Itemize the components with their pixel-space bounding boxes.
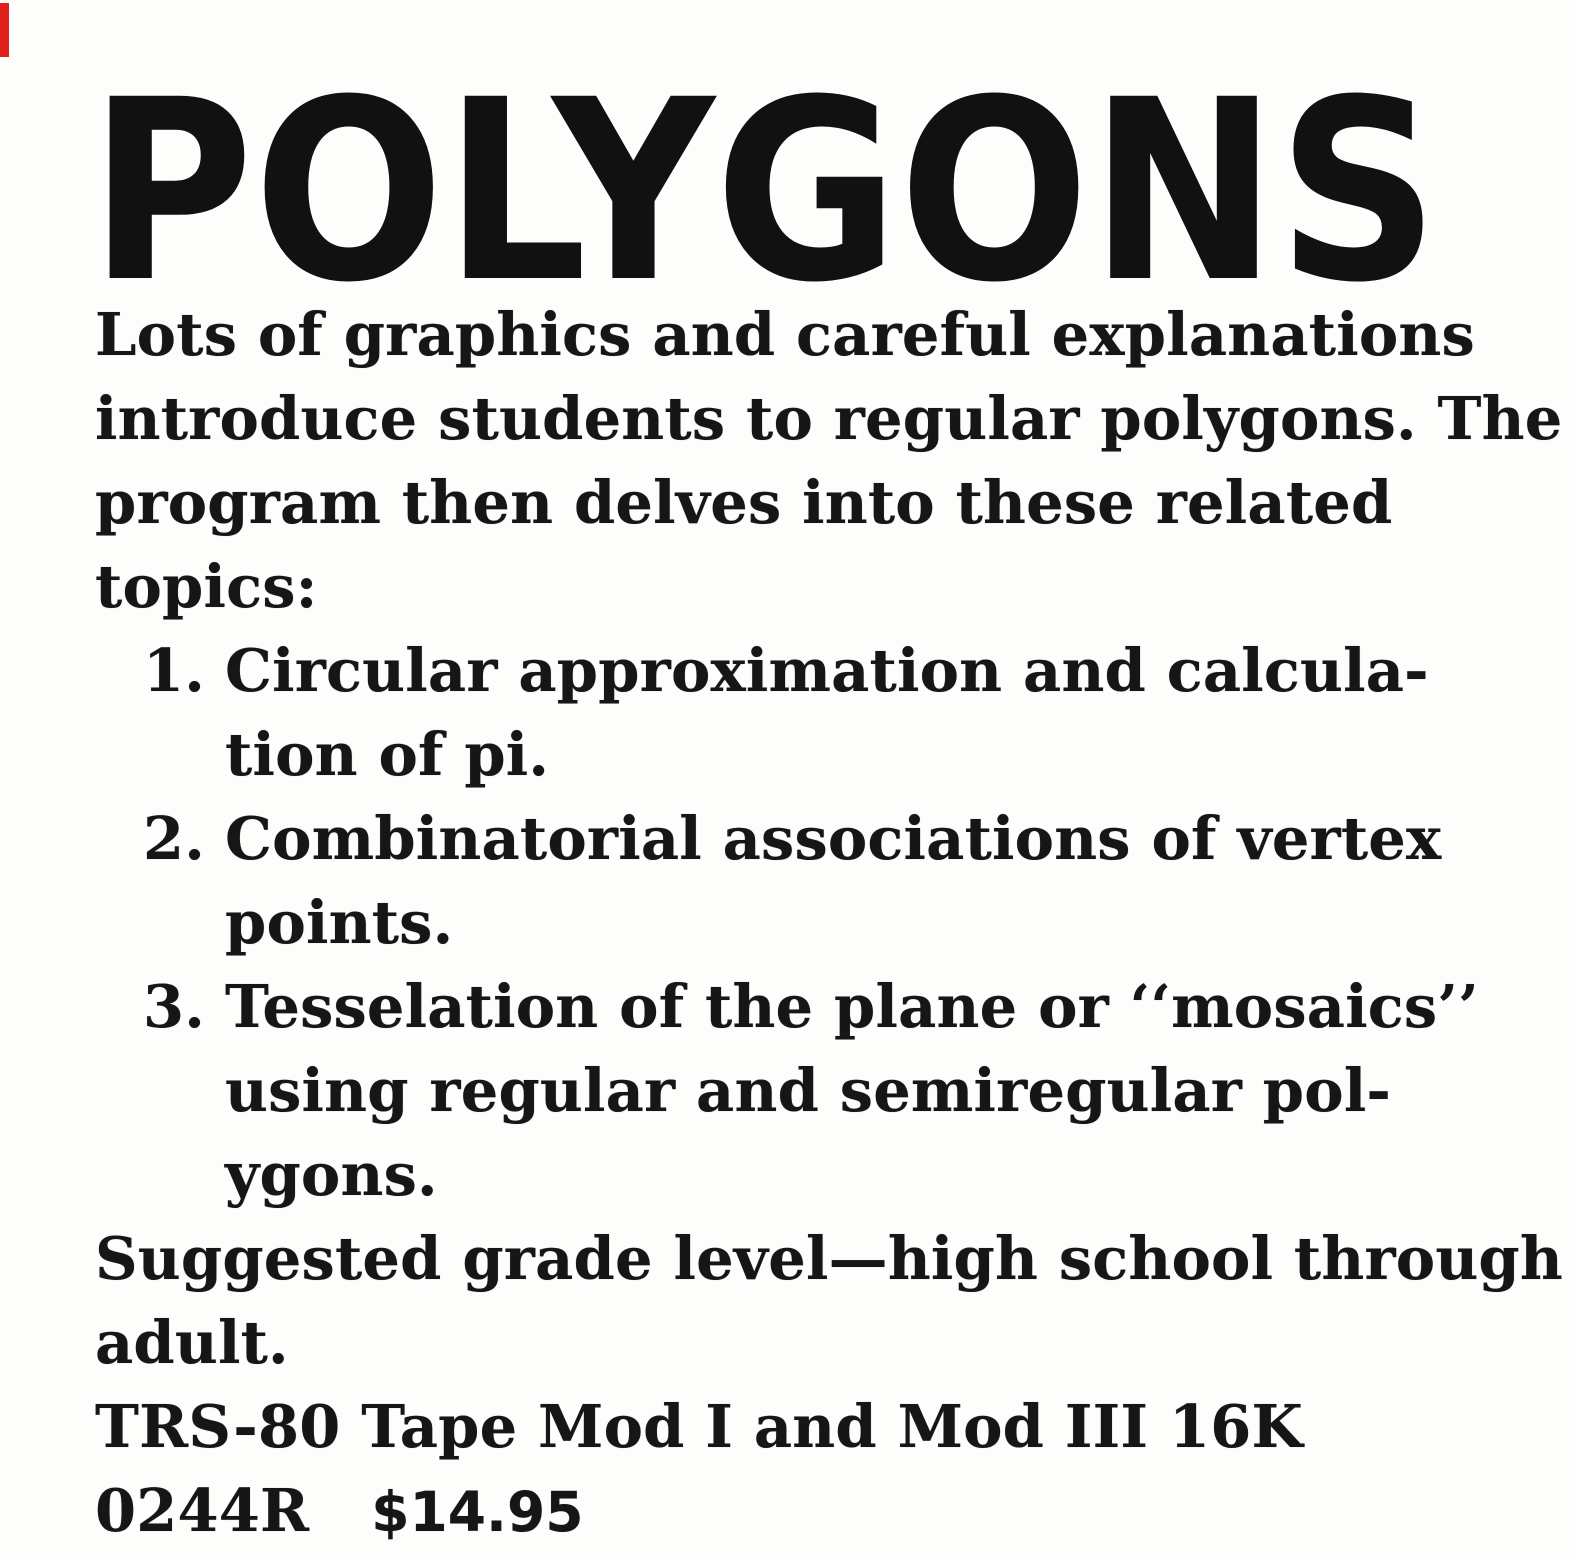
description-line: topics: — [95, 552, 318, 621]
list-item-line: tion of pi. — [225, 720, 550, 789]
list-item-text — [225, 629, 1429, 797]
page-title-text: POLYGONS — [89, 88, 1439, 293]
description-block — [95, 293, 1563, 1554]
catalog-price-line — [95, 1469, 1516, 1554]
page-title — [89, 88, 1441, 293]
list-item-line: Combinatorial associations of vertex — [225, 804, 1442, 873]
list-item — [95, 629, 1516, 797]
list-item-number: 3. — [143, 972, 205, 1041]
list-item-line: using regular and semiregular pol- — [225, 1056, 1392, 1125]
list-item — [95, 797, 1516, 965]
list-item-text — [225, 797, 1441, 965]
scan-artifact-mark — [0, 3, 9, 57]
list-item-number: 1. — [143, 636, 205, 705]
price: $14.95 — [371, 1480, 584, 1544]
list-item-text — [225, 965, 1479, 1217]
list-item-line: points. — [225, 888, 454, 957]
list-item — [95, 965, 1516, 1217]
description-line: Lots of graphics and careful explanations — [95, 300, 1475, 369]
list-item-line: ygons. — [225, 1140, 438, 1209]
catalog-number: 0244R — [95, 1476, 310, 1545]
title-block — [89, 88, 1516, 293]
list-item-line: Circular approximation and calcula- — [225, 636, 1429, 705]
description-line: introduce students to regular polygons. The — [95, 384, 1563, 453]
list-item-number: 2. — [143, 804, 205, 873]
platform-line: TRS-80 Tape Mod I and Mod III 16K — [95, 1392, 1303, 1461]
list-item-line: Tesselation of the plane or ‘‘mosaics’’ — [225, 972, 1479, 1041]
topics-list — [95, 629, 1516, 1217]
description-line: program then delves into these related — [95, 468, 1393, 537]
grade-level-line: adult. — [95, 1308, 289, 1377]
grade-level-line: Suggested grade level—high school through — [95, 1224, 1563, 1293]
